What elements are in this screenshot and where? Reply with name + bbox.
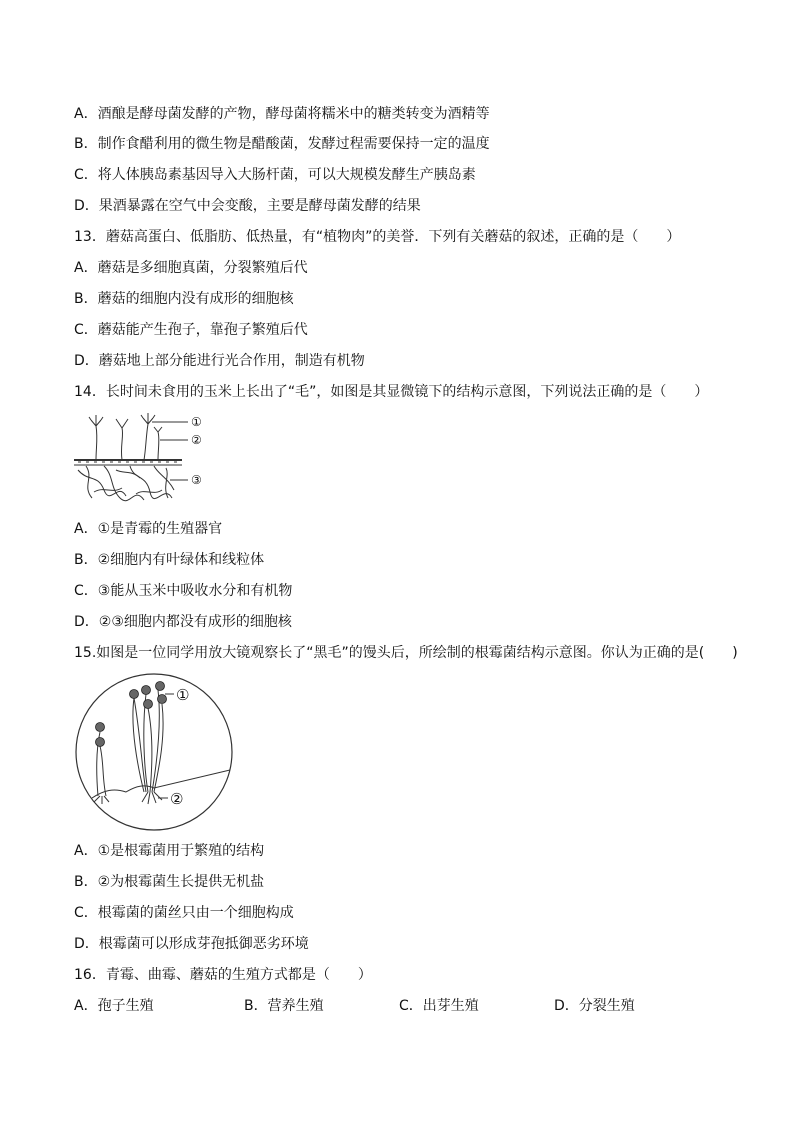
q15-stem: 15.如图是一位同学用放大镜观察长了“黑毛”的馒头后，所绘制的根霉菌结构示意图。你认为正确的是( ) <box>74 645 738 661</box>
q15-label-2: ② <box>170 790 184 808</box>
q13-option-a: A．蘑菇是多细胞真菌，分裂繁殖后代 <box>74 260 308 276</box>
q14-option-b: B．②细胞内有叶绿体和线粒体 <box>74 552 265 568</box>
q14-label-2: ② <box>191 433 202 447</box>
rhizopus-diagram <box>70 672 238 832</box>
q12-option-a: A．酒酿是酵母菌发酵的产物，酵母菌将糯米中的糖类转变为酒精等 <box>74 106 490 122</box>
q16-option-d: D．分裂生殖 <box>554 998 635 1014</box>
q13-option-c: C．蘑菇能产生孢子，靠孢子繁殖后代 <box>74 322 308 338</box>
q14-label-3: ③ <box>191 473 202 487</box>
q16-options-row <box>74 996 694 1016</box>
q14-option-a: A．①是青霉的生殖器官 <box>74 521 223 537</box>
q13-stem: 13．蘑菇高蛋白、低脂肪、低热量，有“植物肉”的美誉．下列有关蘑菇的叙述，正确的是（ ） <box>74 229 681 245</box>
q14-label-1: ① <box>191 415 202 429</box>
q16-option-a: A．孢子生殖 <box>74 998 154 1014</box>
q15-option-c: C．根霉菌的菌丝只由一个细胞构成 <box>74 905 294 921</box>
q13-option-d: D．蘑菇地上部分能进行光合作用，制造有机物 <box>74 353 365 369</box>
q12-option-d: D．果酒暴露在空气中会变酸，主要是酵母菌发酵的结果 <box>74 198 421 214</box>
q12-option-c: C．将人体胰岛素基因导入大肠杆菌，可以大规模发酵生产胰岛素 <box>74 167 476 183</box>
q15-option-d: D．根霉菌可以形成芽孢抵御恶劣环境 <box>74 936 309 952</box>
q14-option-d: D．②③细胞内都没有成形的细胞核 <box>74 614 292 630</box>
q15-label-1: ① <box>176 686 190 704</box>
q16-stem: 16．青霉、曲霉、蘑菇的生殖方式都是（ ） <box>74 967 372 983</box>
q16-option-c: C．出芽生殖 <box>399 998 479 1014</box>
penicillium-diagram <box>74 412 224 504</box>
q14-stem: 14．长时间未食用的玉米上长出了“毛”，如图是其显微镜下的结构示意图，下列说法正确的是（ ） <box>74 384 709 400</box>
q12-option-b: B．制作食醋利用的微生物是醋酸菌，发酵过程需要保持一定的温度 <box>74 136 490 152</box>
q15-option-b: B．②为根霉菌生长提供无机盐 <box>74 874 265 890</box>
q14-option-c: C．③能从玉米中吸收水分和有机物 <box>74 583 293 599</box>
q16-option-b: B．营养生殖 <box>244 998 324 1014</box>
q13-option-b: B．蘑菇的细胞内没有成形的细胞核 <box>74 291 294 307</box>
q15-option-a: A．①是根霉菌用于繁殖的结构 <box>74 843 265 859</box>
